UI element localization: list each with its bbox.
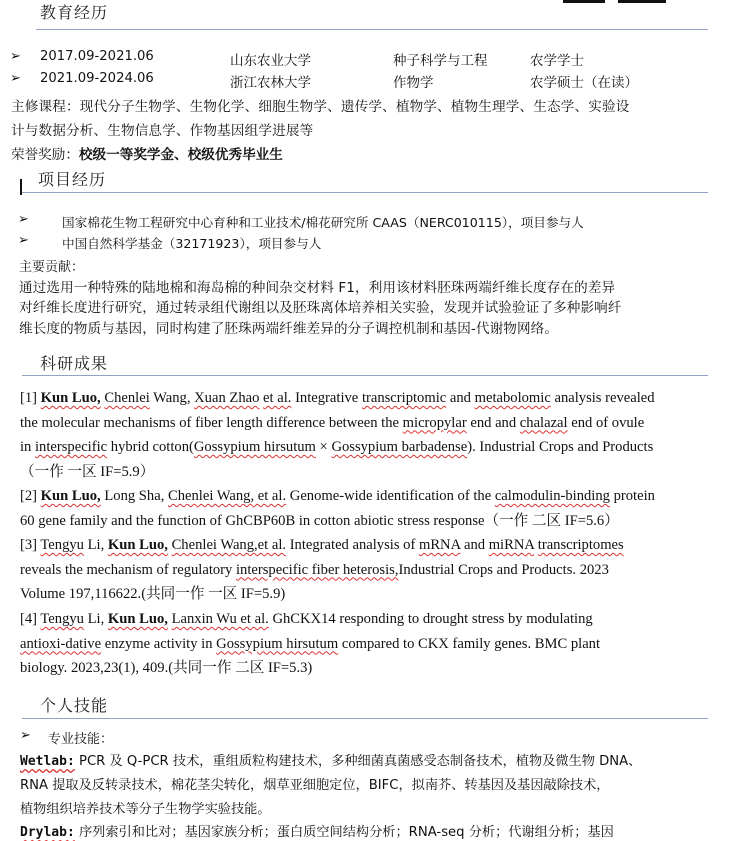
education-school: 山东农业大学 <box>230 53 311 69</box>
pub-title-part: transcriptomic <box>361 390 447 406</box>
pub-title-part: chalazal <box>519 414 568 431</box>
pub-author: Lanxin Wu et al. <box>171 611 269 627</box>
education-degree: 农学学士 <box>530 53 584 69</box>
publication-1 <box>20 386 655 484</box>
pub-line <box>20 582 624 607</box>
skills-subtitle: 专业技能： <box>48 732 114 747</box>
pub-author: Tengyu <box>40 537 84 553</box>
pub-journal: ). Industrial Crops and Products <box>467 439 654 455</box>
pub-title-part: the molecular mechanisms of fiber length difference between the <box>20 414 403 431</box>
pub-num: [2] <box>20 488 41 504</box>
pub-num: [1] <box>20 390 41 406</box>
bullet-arrow-icon: ➢ <box>10 71 21 86</box>
pub-line <box>20 558 624 583</box>
pub-title-part: enzyme activity in <box>101 635 217 652</box>
research-divider <box>22 375 708 376</box>
pub-title-part: GhCKX14 responding to drought stress by modulating <box>268 611 593 627</box>
pub-title-part: compared to CKX family genes. BMC plant <box>338 635 601 652</box>
pub-meta: biology. 2023,23(1), 409.(共同一作 二区 IF=5.3) <box>20 660 313 676</box>
contrib-line: 通过选用一种特殊的陆地棉和海岛棉的种间杂交材料 F1，利用该材料胚珠两端纤维长度存在的差异 <box>19 280 616 296</box>
pub-title-part: hybrid cotton( <box>107 439 194 455</box>
publication-3 <box>20 533 624 607</box>
pub-title-part: and <box>446 390 475 406</box>
education-major: 作物学 <box>393 75 434 91</box>
pub-line <box>20 460 655 485</box>
courses-line: 主修课程：现代分子生物学、生物化学、细胞生物学、遗传学、植物学、植物生理学、生态学、实验设 <box>11 99 630 115</box>
pub-journal: Industrial Crops and Products. 2023 <box>398 561 609 578</box>
bullet-arrow-icon: ➢ <box>20 728 31 743</box>
pub-line <box>20 607 600 632</box>
pub-line <box>20 509 655 534</box>
wetlab-text: PCR 及 Q-PCR 技术，重组质粒构建技术，多种细菌真菌感受态制备技术，植物及微生物 DNA、 <box>74 754 642 769</box>
pub-title-part: interspecific fiber heterosis, <box>236 561 399 578</box>
pub-author: Tengyu <box>40 611 84 627</box>
pub-line <box>20 484 655 509</box>
projects-divider <box>22 192 708 193</box>
education-title: 教育经历 <box>40 3 109 22</box>
pub-author: et al. <box>263 390 292 406</box>
pub-title-part: 60 gene family and the function of GhCBP60B in cotton abiotic stress response（一作 二区 IF=5.6） <box>20 512 619 529</box>
pub-author: Li, <box>83 537 108 553</box>
education-period: 2017.09-2021.06 <box>40 49 154 64</box>
honors <box>11 143 283 163</box>
pub-meta: （一作 一区 IF=5.9） <box>20 463 155 480</box>
contrib-line: 维长度的物质与基因，同时构建了胚珠两端纤维差异的分子调控机制和基因-代谢物网络。 <box>19 321 559 337</box>
pub-author: Long Sha, <box>100 488 168 504</box>
drylab-line <box>20 821 614 840</box>
pub-author-self: Kun Luo, <box>107 537 168 553</box>
honors-label: 荣誉奖励： <box>11 147 79 163</box>
wetlab-label: Wetlab: <box>20 754 75 769</box>
education-major: 种子科学与工程 <box>393 53 488 69</box>
pub-meta: Volume 197,116622.(共同一作 一区 IF=5.9) <box>20 586 286 602</box>
photo-frame-right-edge <box>618 0 666 3</box>
pub-author-self: Kun Luo, <box>107 611 168 627</box>
pub-line <box>20 533 624 558</box>
pub-author: Chenlei Wang,et al. <box>171 537 287 553</box>
pub-title-part: mRNA <box>418 537 461 553</box>
photo-frame-left-edge <box>563 0 605 3</box>
pub-author: Li, <box>83 611 108 627</box>
skills-divider <box>22 718 708 719</box>
pub-title-part: Integrated analysis of <box>286 537 419 553</box>
pub-title-part: antioxi-dative <box>20 635 102 652</box>
wetlab-line: 植物组织培养技术等分子生物学实验技能。 <box>20 802 271 817</box>
drylab-text: 序列索引和比对；基因家族分析；蛋白质空间结构分析；RNA-seq 分析；代谢组分析；基因 <box>74 825 614 840</box>
pub-author: Xuan Zhao <box>194 390 260 406</box>
wetlab-line <box>20 750 641 769</box>
education-period: 2021.09-2024.06 <box>40 71 154 86</box>
publication-2 <box>20 484 655 533</box>
pub-title-part: Gossypium hirsutum <box>216 635 339 652</box>
pub-title-part: Integrative <box>291 390 362 406</box>
pub-title-part: analysis revealed <box>550 390 655 406</box>
courses-line: 计与数据分析、生物信息学、作物基因组学进展等 <box>11 123 314 139</box>
pub-title-part: interspecific <box>35 439 108 455</box>
pub-title-part: micropylar <box>402 414 467 431</box>
pub-line <box>20 656 600 681</box>
bullet-arrow-icon: ➢ <box>10 49 21 64</box>
pub-author: Chenlei Wang, et al. <box>168 488 287 504</box>
pub-title-part: Gossypium hirsutum <box>193 439 316 455</box>
pub-line <box>20 435 655 460</box>
pub-title-part: transcriptomes <box>537 537 624 553</box>
drylab-label: Drylab: <box>20 825 75 840</box>
pub-author: Wang, <box>149 390 191 406</box>
pub-title-part: calmodulin-binding <box>494 488 610 504</box>
pub-title-part: × <box>315 439 332 455</box>
pub-title-part: reveals the mechanism of regulatory <box>20 561 236 578</box>
bullet-arrow-icon: ➢ <box>18 212 29 227</box>
pub-title-part: Genome-wide identification of the <box>286 488 495 504</box>
pub-title-part: metabolomic <box>474 390 551 406</box>
contrib-label: 主要贡献： <box>19 260 85 275</box>
pub-num: [3] <box>20 537 41 553</box>
pub-title-part: Gossypium barbadense <box>331 439 468 455</box>
education-degree: 农学硕士（在读） <box>530 75 638 91</box>
publication-4 <box>20 607 600 681</box>
pub-title-part: end of ovule <box>567 414 645 431</box>
project-item: 中国自然科学基金（32171923），项目参与人 <box>62 236 322 251</box>
pub-title-part: in <box>20 439 35 455</box>
pub-title-part: protein <box>609 488 655 504</box>
skills-title: 个人技能 <box>40 696 109 715</box>
bullet-arrow-icon: ➢ <box>18 233 29 248</box>
pub-author: Chenlei <box>104 390 150 406</box>
education-school: 浙江农林大学 <box>230 75 311 91</box>
projects-title: 项目经历 <box>38 170 107 189</box>
pub-title-part: end and <box>466 414 520 431</box>
research-title: 科研成果 <box>40 354 109 373</box>
pub-author-self: Kun Luo, <box>40 488 101 504</box>
education-divider <box>36 29 708 30</box>
pub-line <box>20 386 655 411</box>
pub-line <box>20 632 600 657</box>
pub-num: [4] <box>20 611 41 627</box>
project-item: 国家棉花生物工程研究中心育种和工业技术/棉花研究所 CAAS（NERC010115），项目参与人 <box>62 215 584 230</box>
pub-line <box>20 411 655 436</box>
pub-title-part: miRNA <box>488 537 535 553</box>
honors-value: 校级一等奖学金、校级优秀毕业生 <box>78 147 283 163</box>
contrib-line: 对纤维长度进行研究，通过转录组代谢组以及胚珠离体培养相关实验，发现并试验验证了多种影响纤 <box>19 300 622 316</box>
pub-author-self: Kun Luo, <box>40 390 101 406</box>
pub-title-part: and <box>460 537 489 553</box>
wetlab-line: RNA 提取及反转录技术，棉花茎尖转化，烟草亚细胞定位，BIFC，拟南芥、转基因及基因敲除技术， <box>20 778 610 793</box>
